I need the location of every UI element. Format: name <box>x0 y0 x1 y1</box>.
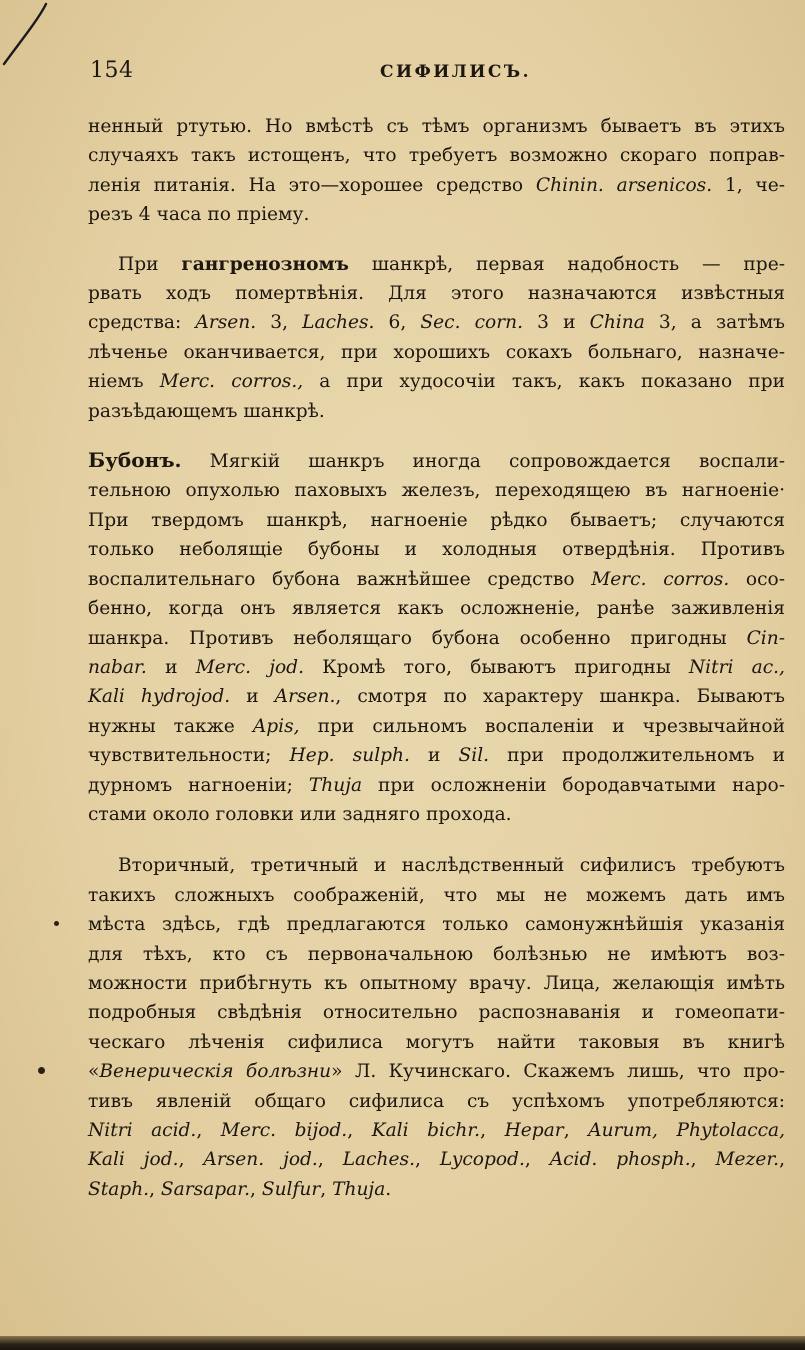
remedy-name: Lycopod. <box>439 1149 525 1171</box>
text-line: подробныя свѣдѣнія относительно распознаванія и гомеопати- <box>88 1002 785 1024</box>
text-line: нужны также Apis, при сильномъ воспаленіи и чрезвычайной <box>88 715 785 737</box>
remedy-name: Sec. corn. <box>420 312 523 334</box>
remedy-name: Arsen. <box>274 686 336 708</box>
text-line: чувствительности; Hep. sulph. и Sil. при продолжительномъ и <box>88 745 786 767</box>
remedy-name: Nitri ac., <box>688 656 785 678</box>
remedy-name: Thuja <box>332 1178 386 1200</box>
text-line: разъѣдающемъ шанкрѣ. <box>88 400 325 422</box>
text-line: ческаго лѣченія сифилиса могутъ найти таковыя въ книгѣ <box>88 1031 785 1053</box>
section-heading: Бубонъ. <box>88 448 182 473</box>
remedy-name: Merc. bijod. <box>220 1120 348 1141</box>
page-header <box>90 58 784 92</box>
text-line: такихъ сложныхъ соображеній, что мы не можемъ дать имъ <box>88 884 785 906</box>
text-line: ненный ртутью. Но вмѣстѣ съ тѣмъ организмъ бываетъ въ этихъ <box>88 116 785 137</box>
remedy-name: Aurum, Phytolacca, <box>588 1120 786 1141</box>
paragraph-3 <box>88 446 785 829</box>
text-line: шанкра. Противъ неболящаго бубона особенно пригодны Cin- <box>88 627 785 649</box>
remedy-name: Laches. <box>342 1149 415 1171</box>
remedy-name: Kali hydrojod. <box>88 686 231 708</box>
remedy-name: Chinin. arsenicos. <box>535 174 713 196</box>
text-line: для тѣхъ, кто съ первоначальною болѣзнью не имѣютъ воз- <box>88 943 785 965</box>
text-line: тивъ явленій общаго сифилиса съ успѣхомъ употребляются: <box>88 1090 785 1112</box>
paragraph-2 <box>88 250 785 426</box>
text-line: Kali jod., Arsen. jod., Laches., Lycopod., Acid. phosph., Mezer., <box>88 1149 786 1171</box>
body-text <box>88 112 785 1204</box>
text-line: мѣста здѣсь, гдѣ предлагаются только самонужнѣйшія указанія <box>88 914 785 936</box>
remedy-name: Mezer. <box>715 1149 780 1171</box>
remedy-name: Nitri acid. <box>88 1120 197 1141</box>
remedy-name: Staph. <box>88 1178 150 1200</box>
text-line: рвать ходъ помертвѣнія. Для этого назначаются извѣстныя <box>88 283 785 305</box>
remedy-name: nabar. <box>88 656 147 678</box>
remedy-name: Arsen. jod. <box>203 1149 318 1171</box>
paragraph-1 <box>88 112 785 230</box>
remedy-name: Kali bichr. <box>371 1120 481 1141</box>
remedy-name: Merc. corros. <box>591 568 730 590</box>
remedy-name: Merc. jod. <box>195 656 304 678</box>
remedy-name: Cin- <box>746 627 785 649</box>
text-line: случаяхъ такъ истощенъ, что требуетъ возможно скораго поправ- <box>88 145 785 167</box>
remedy-name: Kali jod. <box>88 1149 179 1171</box>
pencil-mark <box>0 0 60 70</box>
text-line: ніемъ Merc. corros., а при худосочіи такъ, какъ показано при <box>88 371 786 393</box>
text-line: При твердомъ шанкрѣ, нагноеніе рѣдко бываетъ; случаются <box>88 509 785 531</box>
page-bottom-edge <box>0 1336 805 1350</box>
term-heading: гангренозномъ <box>181 253 349 275</box>
remedy-name: Sil. <box>458 745 490 767</box>
page-number: 154 <box>90 58 134 83</box>
text-line: Вторичный, третичный и наслѣдственный сифилисъ требуютъ <box>118 855 785 877</box>
text-line: Staph., Sarsapar., Sulfur, Thuja. <box>88 1178 392 1200</box>
remedy-name: Sulfur <box>261 1178 321 1200</box>
remedy-name: Arsen. <box>195 312 257 334</box>
remedy-name: Hep. sulph. <box>289 745 410 767</box>
text-line: лѣченье оканчивается, при хорошихъ сокахъ больнаго, назначе- <box>88 341 785 363</box>
text-line: резъ 4 часа по пріему. <box>88 204 310 226</box>
remedy-name: Hepar <box>504 1120 564 1141</box>
text-line: дурномъ нагноеніи; Thuja при осложненіи бородавчатыми наро- <box>88 774 785 796</box>
text-line: только неболящіе бубоны и холодныя отвердѣнія. Противъ <box>88 539 785 561</box>
running-title: СИФИЛИСЪ. <box>380 62 532 82</box>
ink-speck <box>38 1067 45 1074</box>
ink-speck <box>54 921 59 926</box>
remedy-name: Acid. phosph. <box>549 1149 691 1171</box>
text-line: nabar. и Merc. jod. Кромѣ того, бываютъ пригодны Nitri ac., <box>88 656 785 678</box>
text-line: «Венерическія болѣзни» Л. Кучинскаго. Скажемъ лишь, что про- <box>88 1061 785 1083</box>
text-line: При гангренозномъ шанкрѣ, первая надобность — пре- <box>118 253 785 275</box>
text-line: Kali hydrojod. и Arsen., смотря по характеру шанкра. Бываютъ <box>88 686 785 708</box>
text-line: можности прибѣгнуть къ опытному врачу. Лица, желающія имѣть <box>88 972 785 994</box>
text-line: бенно, когда онъ является какъ осложненіе, ранѣе заживленія <box>88 598 785 620</box>
remedy-name: China <box>589 312 645 334</box>
remedy-name: Thuja <box>308 774 363 796</box>
remedy-name: Sarsapar. <box>160 1178 251 1200</box>
text-line: воспалительнаго бубона важнѣйшее средство Merc. corros. осо- <box>88 568 786 590</box>
text-line: Бубонъ. Мягкій шанкръ иногда сопровождается воспали- <box>88 448 785 473</box>
remedy-name: Apis, <box>252 715 300 737</box>
text-line: тельною опухолью паховыхъ железъ, переходящею въ нагноеніе· <box>88 480 785 502</box>
text-line: ленія питанія. На это—хорошее средство Chinin. arsenicos. 1, че- <box>88 174 785 196</box>
text-line: средства: Arsen. 3, Laches. 6, Sec. corn. 3 и China 3, а затѣмъ <box>88 312 786 334</box>
remedy-name: Laches. <box>302 312 375 334</box>
remedy-name: Merc. corros., <box>159 371 304 393</box>
paragraph-4 <box>88 851 785 1204</box>
text-line: Nitri acid., Merc. bijod., Kali bichr., Hepar, Aurum, Phytolacca, <box>88 1120 786 1141</box>
book-title: Венерическія болѣзни <box>99 1061 332 1083</box>
text-line: стами около головки или задняго прохода. <box>88 803 512 825</box>
